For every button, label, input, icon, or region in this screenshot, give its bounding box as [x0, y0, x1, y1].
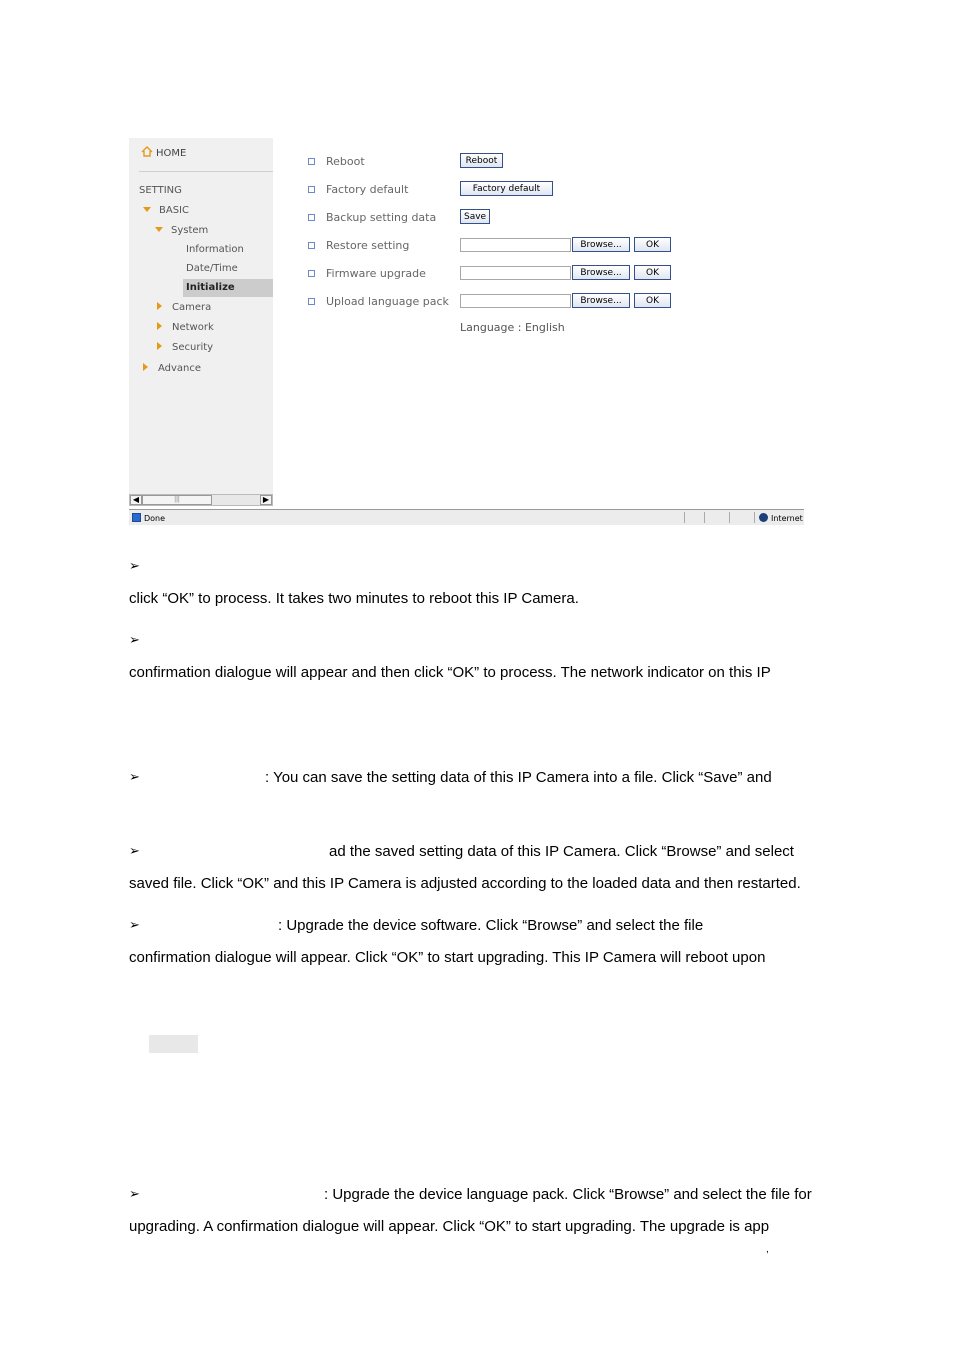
current-language: Language : English — [460, 321, 565, 334]
sidebar-item-system[interactable] — [155, 225, 208, 236]
doc-line-firmware-2: confirmation dialogue will appear. Click “OK” to start upgrading. This IP Camera will reboot upon — [129, 949, 766, 966]
sidebar-setting-heading: SETTING — [139, 185, 182, 196]
expanded-arrow-icon — [143, 207, 151, 212]
bullet-square-icon — [308, 214, 315, 221]
collapsed-arrow-icon — [143, 363, 148, 371]
firmware-ok-button[interactable]: OK — [634, 265, 671, 280]
status-done-text: Done — [144, 514, 166, 523]
sidebar-item-camera[interactable] — [157, 302, 211, 313]
browser-screenshot — [129, 138, 804, 526]
bullet-arrow-icon: ➢ — [129, 558, 140, 573]
factory-default-label: Factory default — [326, 183, 409, 196]
language-file-input[interactable] — [460, 294, 571, 308]
backup-row — [304, 209, 804, 229]
sidebar-home[interactable] — [141, 146, 186, 159]
save-button[interactable]: Save — [460, 209, 490, 224]
firmware-row — [304, 265, 804, 285]
sidebar-item-initialize[interactable]: Initialize — [186, 282, 235, 293]
status-zone — [759, 513, 803, 523]
doc-line-backup: : You can save the setting data of this IP Camera into a file. Click “Save” and — [265, 769, 772, 786]
bullet-square-icon — [308, 186, 315, 193]
reboot-row — [304, 153, 804, 173]
bullet-arrow-icon: ➢ — [129, 769, 140, 784]
collapsed-arrow-icon — [157, 302, 162, 310]
scroll-left-icon[interactable]: ◀ — [130, 495, 142, 505]
expanded-arrow-icon — [155, 227, 163, 232]
language-pack-label: Upload language pack — [326, 295, 449, 308]
restore-file-input[interactable] — [460, 238, 571, 252]
collapsed-arrow-icon — [157, 322, 162, 330]
status-done — [132, 513, 165, 523]
firmware-label: Firmware upgrade — [326, 267, 426, 280]
camera-label: Camera — [172, 302, 212, 313]
security-label: Security — [172, 342, 214, 353]
sidebar-item-datetime[interactable]: Date/Time — [186, 263, 238, 274]
doc-line-firmware: : Upgrade the device software. Click “Browse” and select the file — [278, 917, 704, 934]
browser-status-bar — [129, 509, 804, 525]
bullet-square-icon — [308, 270, 315, 277]
doc-line-reboot: click “OK” to process. It takes two minutes to reboot this IP Camera. — [129, 590, 579, 607]
status-separator — [684, 512, 685, 523]
doc-line-restore: ad the saved setting data of this IP Camera. Click “Browse” and select — [329, 843, 794, 860]
stray-mark: , — [766, 1244, 769, 1255]
sidebar-item-basic[interactable] — [143, 205, 189, 216]
sidebar — [129, 138, 273, 494]
scroll-right-icon[interactable]: ▶ — [260, 495, 272, 505]
doc-line-language-2: upgrading. A confirmation dialogue will appear. Click “OK” to start upgrading. The upgrade is app — [129, 1218, 770, 1235]
reboot-button[interactable]: Reboot — [460, 153, 503, 168]
scrollbar-thumb[interactable]: ||| — [142, 495, 212, 505]
system-label: System — [171, 225, 209, 236]
bullet-arrow-icon: ➢ — [129, 632, 140, 647]
doc-line-restore-2: saved file. Click “OK” and this IP Camera is adjusted according to the loaded data and then restarted. — [129, 875, 801, 892]
bullet-square-icon — [308, 158, 315, 165]
status-zone-text: Internet — [771, 514, 803, 523]
factory-default-button[interactable]: Factory default — [460, 181, 553, 196]
basic-label: BASIC — [159, 205, 189, 216]
backup-label: Backup setting data — [326, 211, 437, 224]
doc-line-language: : Upgrade the device language pack. Click “Browse” and select the file for — [324, 1186, 812, 1203]
sidebar-divider — [139, 171, 273, 172]
blank-highlight — [149, 1035, 198, 1053]
language-pack-row — [304, 293, 804, 313]
initialize-panel — [304, 138, 804, 494]
status-separator — [754, 512, 755, 523]
status-separator — [704, 512, 705, 523]
bullet-square-icon — [308, 298, 315, 305]
home-icon — [141, 146, 153, 157]
page-icon — [132, 513, 141, 522]
bullet-arrow-icon: ➢ — [129, 843, 140, 858]
sidebar-item-advance[interactable] — [143, 363, 201, 374]
doc-line-factory: confirmation dialogue will appear and then click “OK” to process. The network indicator on this IP — [129, 664, 771, 681]
sidebar-item-network[interactable] — [157, 322, 214, 333]
language-browse-button[interactable]: Browse... — [572, 293, 630, 308]
firmware-browse-button[interactable]: Browse... — [572, 265, 630, 280]
status-separator — [729, 512, 730, 523]
sidebar-item-security[interactable] — [157, 342, 213, 353]
language-ok-button[interactable]: OK — [634, 293, 671, 308]
restore-browse-button[interactable]: Browse... — [572, 237, 630, 252]
horizontal-scrollbar[interactable] — [129, 494, 273, 506]
restore-ok-button[interactable]: OK — [634, 237, 671, 252]
firmware-file-input[interactable] — [460, 266, 571, 280]
restore-row — [304, 237, 804, 257]
factory-default-row — [304, 181, 804, 201]
home-label: HOME — [156, 148, 187, 159]
globe-icon — [759, 513, 768, 522]
bullet-arrow-icon: ➢ — [129, 1186, 140, 1201]
sidebar-item-information[interactable]: Information — [186, 244, 244, 255]
bullet-square-icon — [308, 242, 315, 249]
collapsed-arrow-icon — [157, 342, 162, 350]
network-label: Network — [172, 322, 214, 333]
restore-label: Restore setting — [326, 239, 410, 252]
advance-label: Advance — [158, 363, 202, 374]
reboot-label: Reboot — [326, 155, 365, 168]
bullet-arrow-icon: ➢ — [129, 917, 140, 932]
